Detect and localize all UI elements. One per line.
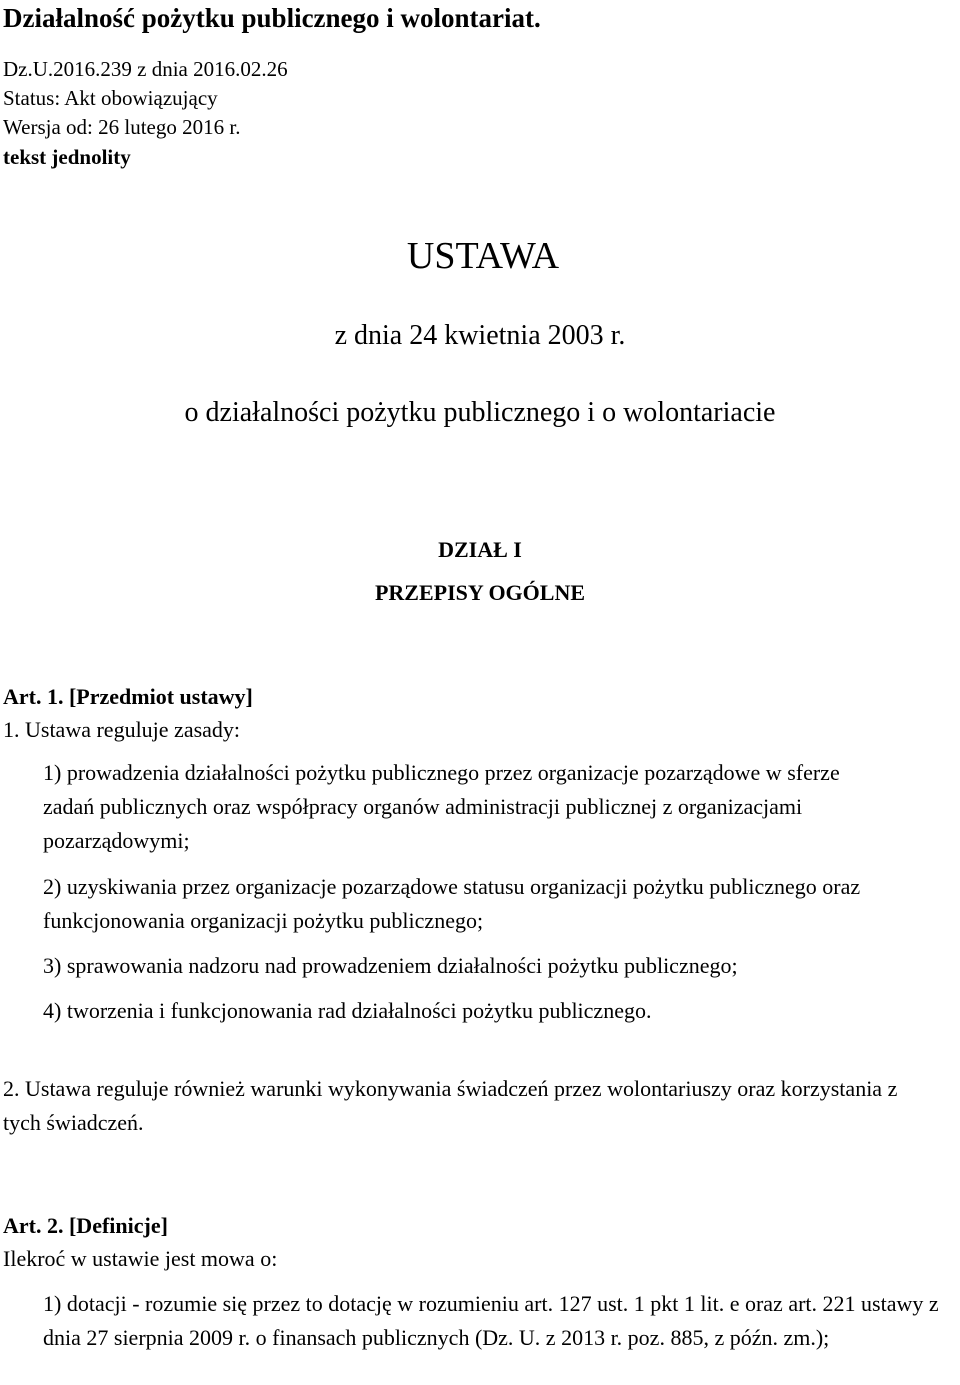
text-type-label: tekst jednolity: [3, 145, 131, 169]
act-subject: o działalności pożytku publicznego i o wolontariacie: [184, 397, 776, 428]
act-date: z dnia 24 kwietnia 2003 r.: [334, 320, 626, 351]
status-line: Status: Akt obowiązujący: [3, 86, 218, 110]
document-header-title: Działalność pożytku publicznego i wolontariat.: [3, 3, 541, 33]
article-1-para-1-intro: 1. Ustawa reguluje zasady:: [3, 717, 241, 742]
article-1-point-4: 4) tworzenia i funkcjonowania rad działalności pożytku publicznego.: [43, 998, 652, 1023]
division-name: PRZEPISY OGÓLNE: [374, 580, 586, 605]
article-1-point-1: 1) prowadzenia działalności pożytku publicznego przez organizacje pozarządowe w sferze zadań publicznych oraz współpracy organów administracji publicznej z organizacjami pozarządowymi;: [43, 760, 840, 853]
article-1-heading: Art. 1. [Przedmiot ustawy]: [3, 684, 253, 709]
publication-reference: Dz.U.2016.239 z dnia 2016.02.26: [3, 57, 288, 81]
article-1-point-3: 3) sprawowania nadzoru nad prowadzeniem działalności pożytku publicznego;: [43, 953, 738, 978]
article-2-heading: Art. 2. [Definicje]: [3, 1213, 168, 1238]
article-2-point-1: 1) dotacji - rozumie się przez to dotację w rozumieniu art. 127 ust. 1 pkt 1 lit. e oraz art. 221 ustawy z dnia 27 sierpnia 2009 r. o finansach publicznych (Dz. U. z 2013 r. poz. 885, z późn. zm.);: [43, 1291, 939, 1350]
version-line: Wersja od: 26 lutego 2016 r.: [3, 115, 241, 139]
article-2-intro: Ilekroć w ustawie jest mowa o:: [3, 1246, 278, 1271]
article-1-para-2: 2. Ustawa reguluje również warunki wykonywania świadczeń przez wolontariuszy oraz korzystania z tych świadczeń.: [3, 1076, 898, 1135]
division-label: DZIAŁ I: [438, 537, 522, 562]
article-1-point-2: 2) uzyskiwania przez organizacje pozarządowe statusu organizacji pożytku publicznego oraz funkcjonowania organizacji pożytku publicznego;: [43, 874, 861, 933]
act-title: USTAWA: [406, 235, 560, 277]
